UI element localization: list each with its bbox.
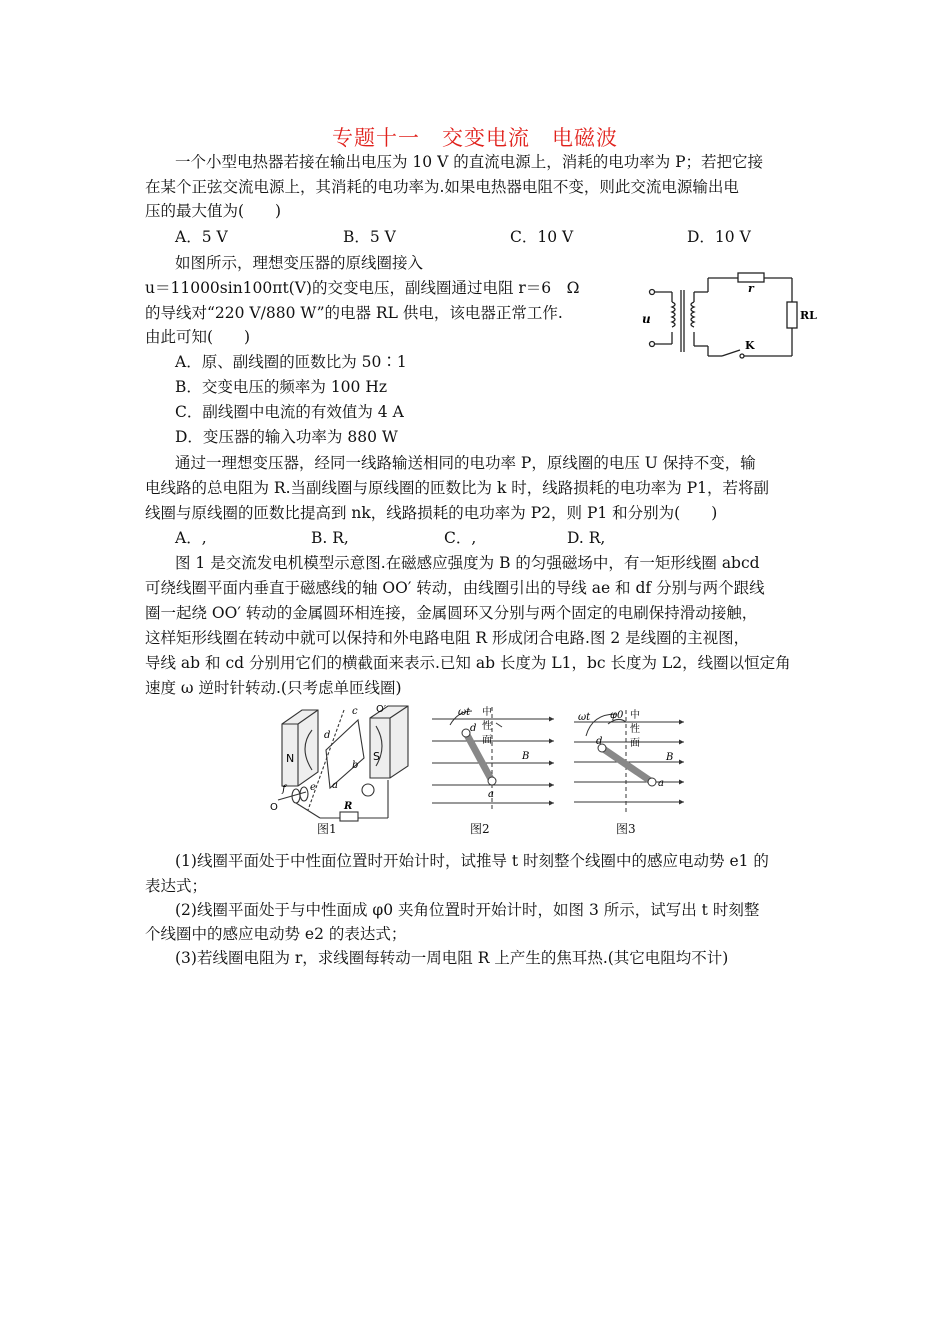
q3-option-a: A．, [175,529,207,547]
fig1-o-prime-label: O′ [376,704,387,715]
fig2-neutral-label: 性 [482,721,492,732]
fig3-neutral-label: 性 [630,724,640,735]
transformer-circuit-figure [640,262,820,362]
fig3-a-label: a [658,778,664,789]
q3-option-c: C．, [444,529,477,547]
q1-stem-line: 压的最大值为( ) [145,202,282,220]
q1-stem-line: 一个小型电热器若接在输出电压为 10 V 的直流电源上，消耗的电功率为 P；若把它接 [175,153,764,171]
q2-option-b: B．交变电压的频率为 100 Hz [175,378,388,396]
q2-option-d: D．变压器的输入功率为 880 W [175,428,398,446]
q1-option-a: A．5 V [175,228,228,246]
q4-stem-line: 导线 ab 和 cd 分别用它们的横截面来表示.已知 ab 长度为 L1，bc 长度为 L2，线圈以恒定角 [145,654,791,672]
fig2-caption: 图2 [470,822,490,836]
q4-stem-line: 速度 ω 逆时针转动.(只考虑单匝线圈) [145,679,402,697]
q1-option-b: B．5 V [343,228,396,246]
fig1-b-label: b [352,760,359,771]
fig3-phi-label: φ0 [610,710,624,721]
q2-option-a: A．原、副线圈的匝数比为 50∶1 [175,353,407,371]
fig2-b-label: B [522,751,530,762]
switch-label: K [745,339,755,352]
fig3-caption: 图3 [616,822,636,836]
fig3-wt-label: ωt [578,712,591,723]
q4-part-line: (1)线圈平面处于中性面位置时开始计时，试推导 t 时刻整个线圈中的感应电动势 e1 的 [175,852,769,870]
coil-front-view-figure-3 [572,706,702,816]
q1-stem-line: 在某个正弦交流电源上，其消耗的电功率为.如果电热器电阻不变，则此交流电源输出电 [145,178,739,196]
generator-model-figure [268,700,428,835]
q4-stem-line: 圈一起绕 OO′ 转动的金属圆环相连接，金属圆环又分别与两个固定的电刷保持滑动接触， [145,604,758,622]
fig1-r-label: R [344,801,353,812]
q3-option-d: D. R, [567,529,606,547]
magnet-s-label: S [373,750,380,763]
q2-option-c: C．副线圈中电流的有效值为 4 A [175,403,404,421]
fig1-d-label: d [324,730,331,741]
q2-stem-line: 的导线对“220 V/880 W”的电器 RL 供电，该电器正常工作. [145,304,563,322]
fig3-d-label: d [596,736,603,747]
q4-part-line: (2)线圈平面处于与中性面成 φ0 夹角位置时开始计时，如图 3 所示，试写出 t 时刻整 [175,901,760,919]
q3-stem-line: 电线路的总电阻为 R.当副线圈与原线圈的匝数比为 k 时，线路损耗的电功率为 P1，若将副 [145,479,769,497]
fig3-neutral-label: 面 [630,738,640,749]
q3-stem-line: 线圈与原线圈的匝数比提高到 nk，线路损耗的电功率为 P2，则 P1 和分别为( ) [145,504,718,522]
r-label: r [748,282,754,295]
page-title: 专题十一 交变电流 电磁波 [332,126,618,150]
fig1-c-label: c [352,706,358,717]
fig1-e-label: e [310,782,316,793]
q4-stem-line: 可绕线圈平面内垂直于磁感线的轴 OO′ 转动，由线圈引出的导线 ae 和 df 分别与两个跟线 [145,579,765,597]
magnet-n-label: N [286,752,295,765]
u-label: u [642,312,651,326]
fig1-o-label: O [270,802,278,813]
fig2-a-label: a [488,789,494,800]
q2-stem-line: 如图所示，理想变压器的原线圈接入 [175,254,424,272]
q1-option-d: D．10 V [687,228,751,246]
fig2-neutral-label: 中 [482,707,492,718]
rl-label: RL [800,309,817,322]
q2-stem-line: u＝11000sin100πt(V)的交变电压，副线圈通过电阻 r＝6 Ω [145,279,580,297]
q2-stem-line: 由此可知( ) [145,328,251,346]
fig2-wt-label: ωt [458,707,471,718]
fig2-neutral-label: 面 [482,735,492,746]
fig2-d-label: d [470,723,477,734]
fig1-a-label: a [332,780,338,791]
q3-stem-line: 通过一理想变压器，经同一线路输送相同的电功率 P，原线圈的电压 U 保持不变，输 [175,454,756,472]
fig1-f-label: f [282,784,286,795]
coil-front-view-figure-2 [430,703,560,815]
q4-part-line: 个线圈中的感应电动势 e2 的表达式； [145,925,407,943]
q1-option-c: C．10 V [510,228,574,246]
q4-part-line: (3)若线圈电阻为 r，求线圈每转动一周电阻 R 上产生的焦耳热.(其它电阻均不计) [175,949,729,967]
q3-option-b: B. R, [311,529,349,547]
fig1-caption: 图1 [317,822,337,836]
fig3-b-label: B [666,752,674,763]
fig3-neutral-label: 中 [630,710,640,721]
q4-stem-line: 这样矩形线圈在转动中就可以保持和外电路电阻 R 形成闭合电路.图 2 是线圈的主视图， [145,629,750,647]
q4-stem-line: 图 1 是交流发电机模型示意图.在磁感应强度为 B 的匀强磁场中，有一矩形线圈 abcd [175,554,760,572]
q4-part-line: 表达式； [145,877,208,895]
